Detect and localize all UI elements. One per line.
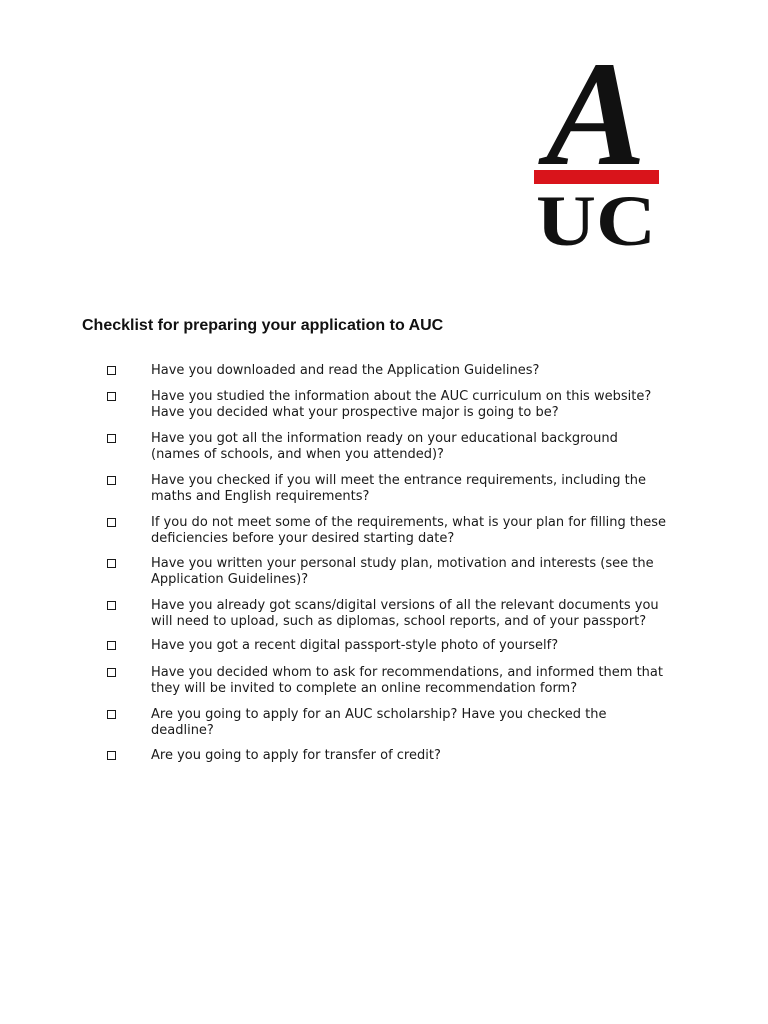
checkbox[interactable] [107, 559, 116, 568]
checkbox[interactable] [107, 366, 116, 375]
checklist-item-text: Have you got a recent digital passport-style photo of yourself? [151, 638, 559, 653]
checklist-item-text: Have you written your personal study plan, motivation and interests (see the Application Guidelines)? [151, 556, 654, 587]
checklist-item-text: Have you downloaded and read the Application Guidelines? [151, 363, 540, 378]
checklist-item-text: Have you already got scans/digital versions of all the relevant documents you will need to upload, such as diplomas, school reports, and of your passport? [151, 598, 659, 629]
checkbox[interactable] [107, 668, 116, 677]
checkbox[interactable] [107, 641, 116, 650]
checklist-item-text: Are you going to apply for an AUC scholarship? Have you checked the deadline? [151, 707, 607, 738]
logo-letters-uc [533, 190, 660, 248]
checkbox[interactable] [107, 710, 116, 719]
auc-logo [533, 44, 660, 248]
checkbox[interactable] [107, 751, 116, 760]
checklist-item-text: Have you decided whom to ask for recommendations, and informed them that they will be invited to complete an online recommendation form? [151, 665, 663, 696]
checklist-item-text: Are you going to apply for transfer of credit? [151, 748, 441, 763]
page-title: Checklist for preparing your application to AUC [82, 317, 444, 334]
logo-red-bar [534, 170, 659, 184]
logo-letter-a [533, 44, 660, 168]
checkbox[interactable] [107, 518, 116, 527]
logo-letter-a-text: A [545, 44, 647, 168]
checklist-item-text: Have you got all the information ready on your educational background (names of schools, and when you attended)? [151, 431, 618, 462]
checkbox[interactable] [107, 434, 116, 443]
checkbox[interactable] [107, 392, 116, 401]
checklist-item-text: If you do not meet some of the requirements, what is your plan for filling these deficiencies before your desired starting date? [151, 515, 667, 546]
logo-letters-uc-text: UC [536, 190, 656, 248]
checklist-item-text: Have you studied the information about the AUC curriculum on this website? Have you decided what your prospective major is going to be? [151, 389, 652, 420]
checklist-item-text: Have you checked if you will meet the entrance requirements, including the maths and English requirements? [151, 473, 646, 504]
checkbox[interactable] [107, 601, 116, 610]
checkbox[interactable] [107, 476, 116, 485]
